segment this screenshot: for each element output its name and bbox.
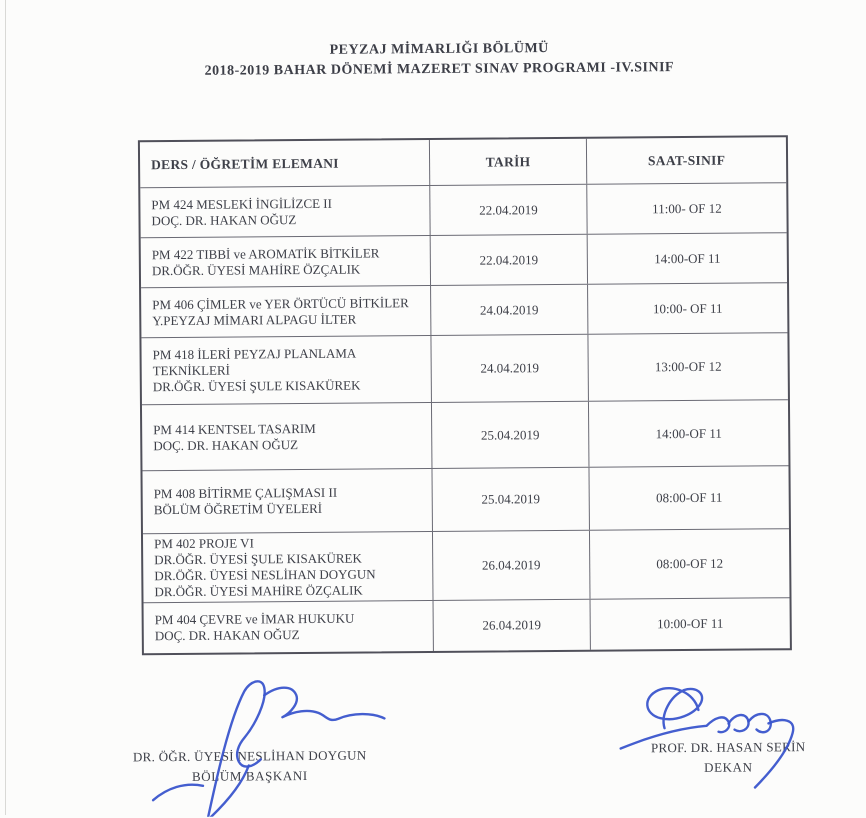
table-row (144, 597, 790, 653)
time-room-cell: 13:00-OF 12 (654, 358, 722, 375)
course-cell (141, 286, 431, 337)
title-line-2: 2018-2019 BAHAR DÖNEMİ MAZERET SINAV PROGRAMI -IV.SINIF (204, 60, 675, 79)
table-row (140, 182, 786, 237)
date-cell: 26.04.2019 (434, 600, 591, 651)
course-line: DOÇ. DR. HAKAN OĞUZ (151, 211, 297, 228)
course-line: PM 418 İLERİ PEYZAJ PLANLAMA (152, 345, 357, 363)
course-cell (140, 186, 430, 237)
course-line: PM 402 PROJE VI (154, 535, 254, 552)
course-line: DOÇ. DR. HAKAN OĞUZ (153, 436, 299, 453)
course-line: DOÇ. DR. HAKAN OĞUZ (154, 627, 300, 644)
course-cell (144, 601, 434, 653)
header-time: SAAT-SINIF (647, 152, 726, 168)
header-course: DERS / ÖĞRETİM ELEMANI (140, 140, 430, 187)
table-row (143, 528, 790, 602)
time-room-cell: 08:00-OF 12 (656, 555, 724, 572)
time-room-cell: 08:00-OF 11 (655, 489, 723, 506)
time-room-cell: 14:00-OF 11 (654, 250, 721, 266)
course-cell (142, 469, 432, 533)
table-row (142, 399, 788, 470)
table-row (141, 332, 788, 404)
course-line: PM 424 MESLEKİ İNGİLİZCE II (151, 195, 332, 212)
table-row (141, 282, 787, 337)
signature-block-right (621, 739, 836, 777)
date-cell: 26.04.2019 (433, 531, 591, 600)
course-line: BÖLÜM ÖĞRETİM ÜYELERİ (153, 500, 323, 518)
signer-name-left: DR. ÖĞR. ÜYESİ NESLİHAN DOYGUN (132, 747, 367, 765)
date-cell: 22.04.2019 (430, 185, 587, 235)
course-cell (141, 336, 432, 404)
title-line-1: PEYZAJ MİMARLIĞI BÖLÜMÜ (329, 41, 549, 58)
document-title (27, 39, 851, 81)
time-room-cell: 10:00- OF 11 (652, 300, 723, 316)
course-line: PM 414 KENTSEL TASARIM (153, 420, 316, 437)
course-line: DR.ÖĞR. ÜYESİ ŞULE KISAKÜREK (154, 550, 362, 568)
signature-block-left (125, 747, 375, 785)
course-line: DR.ÖĞR. ÜYESİ MAHİRE ÖZÇALIK (151, 261, 361, 278)
table-row (141, 232, 787, 287)
course-line: DR.ÖĞR. ÜYESİ NESLİHAN DOYGUN (154, 566, 376, 584)
course-cell (142, 403, 433, 470)
course-line: PM 406 ÇİMLER ve YER ÖRTÜCÜ BİTKİLER (152, 294, 409, 312)
time-room-cell: 10:00-OF 11 (656, 615, 724, 632)
signer-role-left: BÖLÜM BAŞKANI (191, 767, 308, 784)
course-line: Y.PEYZAJ MİMARI ALPAGU İLTER (152, 311, 357, 328)
time-room-cell: 11:00- OF 12 (652, 200, 722, 216)
date-cell: 22.04.2019 (431, 235, 588, 285)
signer-name-right: PROF. DR. HASAN SERİN (650, 739, 806, 756)
handwritten-signature-left-ink (132, 672, 413, 817)
time-room-cell: 14:00-OF 11 (655, 425, 722, 441)
course-cell (143, 532, 434, 602)
course-line: DR.ÖĞR. ÜYESİ MAHİRE ÖZÇALIK (154, 582, 363, 600)
date-cell: 24.04.2019 (431, 335, 589, 402)
course-line: DR.ÖĞR. ÜYESİ ŞULE KISAKÜREK (152, 377, 361, 395)
header-date: TARİH (430, 139, 587, 185)
course-line: PM 422 TIBBİ ve AROMATİK BİTKİLER (151, 244, 380, 262)
course-line: TEKNİKLERİ (152, 362, 231, 379)
signer-role-right: DEKAN (704, 759, 753, 775)
course-line: PM 404 ÇEVRE ve İMAR HUKUKU (154, 610, 355, 628)
exam-schedule-table (138, 135, 792, 655)
table-row (142, 465, 788, 533)
date-cell: 25.04.2019 (432, 402, 590, 468)
course-line: PM 408 BİTİRME ÇALIŞMASI II (153, 484, 338, 502)
date-cell: 25.04.2019 (432, 468, 589, 531)
course-cell (141, 236, 431, 287)
table-body (140, 182, 790, 653)
table-header-row (140, 137, 786, 187)
date-cell: 24.04.2019 (431, 285, 588, 335)
